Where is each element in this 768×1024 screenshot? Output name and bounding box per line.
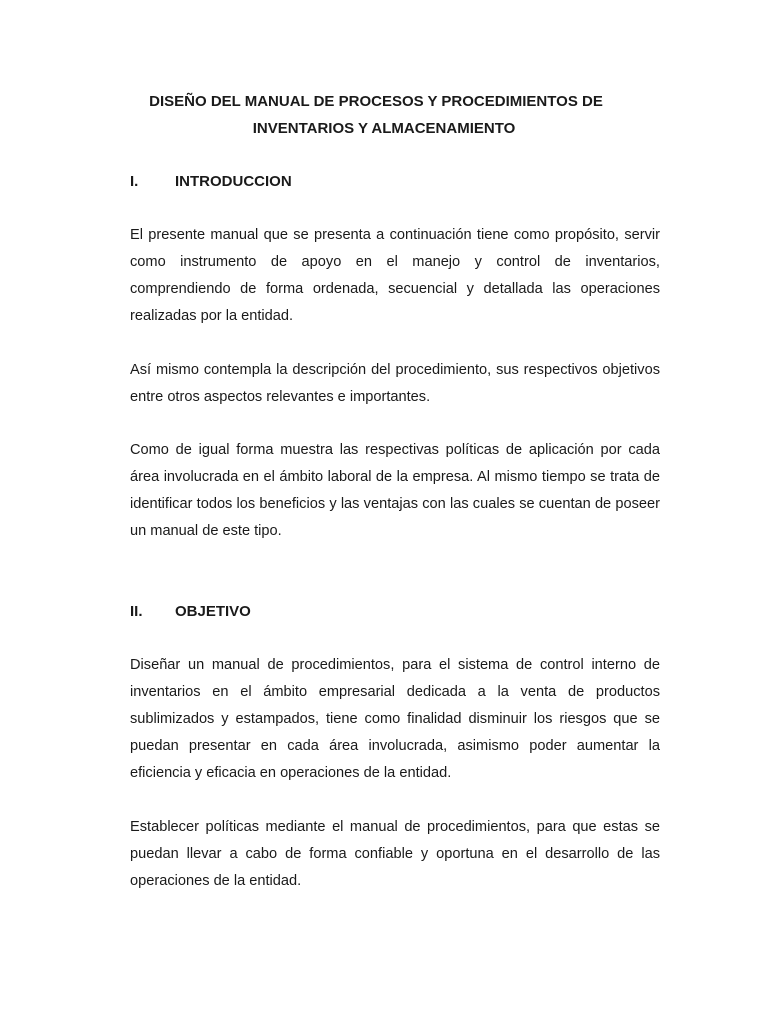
section-heading-objetivo: [130, 602, 251, 622]
section-number: II.: [130, 603, 143, 620]
paragraph: El presente manual que se presenta a continuación tiene como propósito, servir como instrumento de apoyo en el manejo y control de inventarios, comprendiendo de forma ordenada, secuencial y detallada las operaciones realizadas por la entidad.: [130, 227, 660, 324]
section-number: I.: [130, 173, 139, 190]
paragraph: Establecer políticas mediante el manual de procedimientos, para que estas se puedan llevar a cabo de forma confiable y oportuna en el desarrollo de las operaciones de la entidad.: [130, 819, 660, 889]
document-title-line-1: DISEÑO DEL MANUAL DE PROCESOS Y PROCEDIMIENTOS DE: [149, 93, 603, 110]
section-heading-introduccion: [130, 172, 292, 192]
paragraph: Como de igual forma muestra las respectivas políticas de aplicación por cada área involucrada en el ámbito laboral de la empresa. Al mismo tiempo se trata de identificar todos los beneficios y las ventajas con las cuales se cuentan de poseer un manual de este tipo.: [130, 442, 660, 539]
paragraph: Diseñar un manual de procedimientos, para el sistema de control interno de inventarios en el ámbito empresarial dedicada a la venta de productos sublimizados y estampados, tiene como finalidad disminuir los riesgos que se puedan presentar en cada área involucrada, asimismo poder aumentar la eficiencia y eficacia en operaciones de la entidad.: [130, 657, 660, 781]
section-title: OBJETIVO: [175, 603, 251, 620]
paragraph: Así mismo contempla la descripción del procedimiento, sus respectivos objetivos entre otros aspectos relevantes e importantes.: [130, 362, 660, 405]
document-title-line-2: INVENTARIOS Y ALMACENAMIENTO: [252, 120, 516, 137]
section-title: INTRODUCCION: [175, 173, 292, 190]
